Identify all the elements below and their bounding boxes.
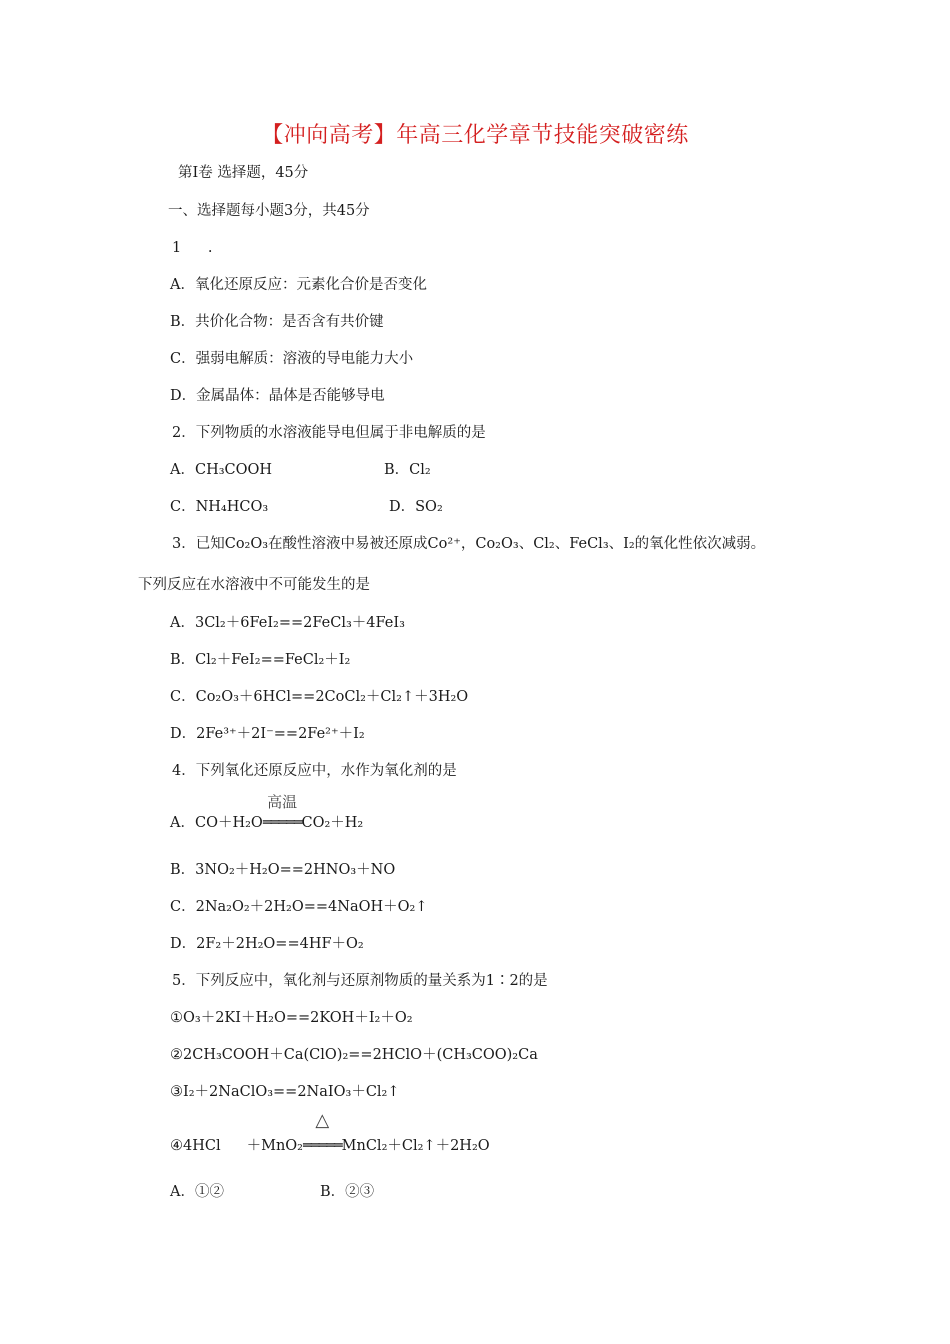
q5-reaction-2: ②2CH₃COOH＋Ca(ClO)₂==2HClO＋(CH₃COO)₂Ca — [170, 1047, 538, 1063]
q2-option-b: B．Cl₂ — [384, 462, 431, 478]
q4-a-condition-arrow: 高温 ═════ — [262, 793, 302, 831]
q2-option-d: D．SO₂ — [389, 499, 443, 515]
q1-number — [172, 238, 212, 258]
page-title: 【冲向高考】年高三化学章节技能突破密练 — [261, 123, 689, 148]
q2-option-c: C．NH₄HCO₃ — [170, 499, 269, 515]
q2-option-a: A．CH₃COOH — [170, 462, 273, 478]
q3-option-a: A．3Cl₂＋6FeI₂==2FeCl₃＋4FeI₃ — [170, 615, 405, 631]
q1-option-c: C．强弱电解质：溶液的导电能力大小 — [170, 351, 414, 367]
q5-reaction-4 — [170, 1110, 490, 1156]
q5-r4-reactant-1: ④4HCl — [170, 1138, 221, 1154]
q3-option-c: C．Co₂O₃＋6HCl==2CoCl₂＋Cl₂↑＋3H₂O — [170, 689, 469, 705]
q5-r4-condition: △ — [315, 1110, 330, 1131]
q2-stem: 2．下列物质的水溶液能导电但属于非电解质的是 — [172, 425, 486, 441]
q1-option-b: B．共价化合物：是否含有共价键 — [170, 314, 384, 330]
q5-r4-products: MnCl₂＋Cl₂↑＋2H₂O — [341, 1138, 490, 1154]
q1-option-a: A．氧化还原反应：元素化合价是否变化 — [170, 277, 427, 293]
q3-option-d: D．2Fe³⁺＋2I⁻==2Fe²⁺＋I₂ — [170, 726, 365, 742]
q4-option-d: D．2F₂＋2H₂O==4HF＋O₂ — [170, 936, 364, 952]
q5-reaction-1: ①O₃＋2KI＋H₂O==2KOH＋I₂＋O₂ — [170, 1010, 413, 1026]
q4-a-condition: 高温 — [267, 793, 298, 811]
q3-stem-line2: 下列反应在水溶液中不可能发生的是 — [138, 577, 370, 593]
q4-option-c: C．2Na₂O₂＋2H₂O==4NaOH＋O₂↑ — [170, 899, 428, 915]
q5-option-b: B．②③ — [320, 1184, 375, 1200]
q5-stem: 5．下列反应中，氧化剂与还原剂物质的量关系为1∶2的是 — [172, 973, 548, 989]
q5-reaction-3: ③I₂＋2NaClO₃==2NaIO₃＋Cl₂↑ — [170, 1084, 400, 1100]
q1-number-text: 1 — [172, 240, 182, 256]
q3-option-b: B．Cl₂＋FeI₂==FeCl₂＋I₂ — [170, 652, 351, 668]
q4-a-reactants: A．CO＋H₂O — [170, 815, 263, 831]
section-heading: 第Ⅰ卷 选择题，45分 — [178, 165, 309, 181]
q1-option-d: D．金属晶体：晶体是否能够导电 — [170, 388, 385, 404]
q4-option-a — [170, 793, 364, 833]
q3-stem-line1: 3．已知Co₂O₃在酸性溶液中易被还原成Co²⁺，Co₂O₃、Cl₂、FeCl₃、I₂的氧化性依次减弱。 — [172, 536, 766, 552]
q4-stem: 4．下列氧化还原反应中，水作为氧化剂的是 — [172, 763, 457, 779]
q4-option-b: B．3NO₂＋H₂O==2HNO₃＋NO — [170, 862, 396, 878]
q5-r4-reactant-2: ＋MnO₂ — [246, 1138, 303, 1154]
q5-r4-condition-arrow: △ ═════ — [303, 1110, 342, 1154]
q5-option-a: A．①② — [170, 1184, 224, 1200]
q1-mark: . — [207, 240, 213, 256]
q4-a-products: CO₂＋H₂ — [301, 815, 364, 831]
part-heading: 一、选择题每小题3分，共45分 — [168, 203, 370, 219]
